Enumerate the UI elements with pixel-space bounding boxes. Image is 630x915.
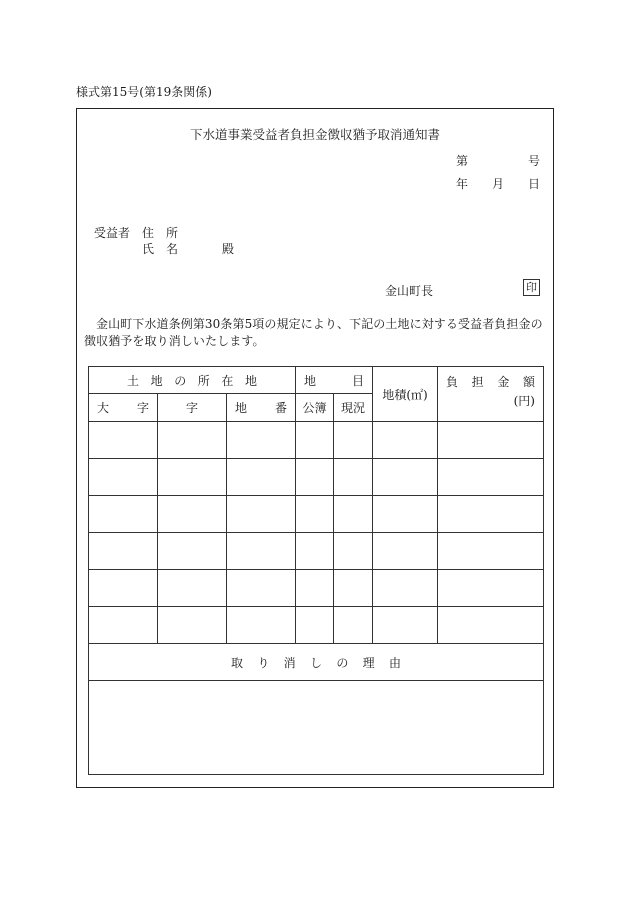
land-detail-table — [88, 366, 544, 775]
registry-header: 公簿 — [296, 394, 334, 422]
table-row — [89, 570, 544, 607]
table-row — [89, 459, 544, 496]
issuer-title: 金山町長 — [385, 284, 434, 298]
amount-unit: (円) — [513, 394, 535, 408]
oaza-header: 大 字 — [89, 394, 158, 422]
body-text: 金山町下水道条例第30条第5項の規定により、下記の土地に対する受益者負担金の徴収猶予を取り消しいたします。 — [84, 317, 543, 348]
date-day: 日 — [528, 177, 541, 191]
recipient-label: 受益者 — [94, 226, 131, 240]
cancellation-reason-header: 取 り 消 し の 理 由 — [89, 644, 544, 681]
land-location-header: 土 地 の 所 在 地 — [89, 367, 296, 394]
number-prefix: 第 — [456, 154, 469, 168]
form-number-label: 様式第15号(第19条関係) — [76, 85, 212, 99]
area-header: 地積(㎡) — [373, 367, 438, 422]
current-status-header: 現況 — [334, 394, 373, 422]
date-year: 年 — [456, 177, 469, 191]
document-title: 下水道事業受益者負担金徴収猶予取消通知書 — [189, 127, 440, 142]
honorific: 殿 — [222, 242, 235, 256]
table-row — [89, 422, 544, 459]
table-row — [89, 607, 544, 644]
name-label: 氏 名 — [142, 242, 179, 256]
table-row — [89, 496, 544, 533]
number-suffix: 号 — [527, 154, 540, 168]
amount-header: 負 担 金 額 (円) — [438, 367, 544, 422]
document-number-line — [456, 152, 540, 169]
table-row — [89, 533, 544, 570]
date-month: 月 — [492, 177, 505, 191]
seal-mark: 印 — [523, 279, 540, 296]
land-category-header: 地 目 — [296, 367, 373, 394]
cancellation-reason-field — [89, 681, 544, 775]
address-label: 住 所 — [142, 226, 179, 240]
aza-header: 字 — [158, 394, 227, 422]
lot-number-header: 地 番 — [227, 394, 296, 422]
